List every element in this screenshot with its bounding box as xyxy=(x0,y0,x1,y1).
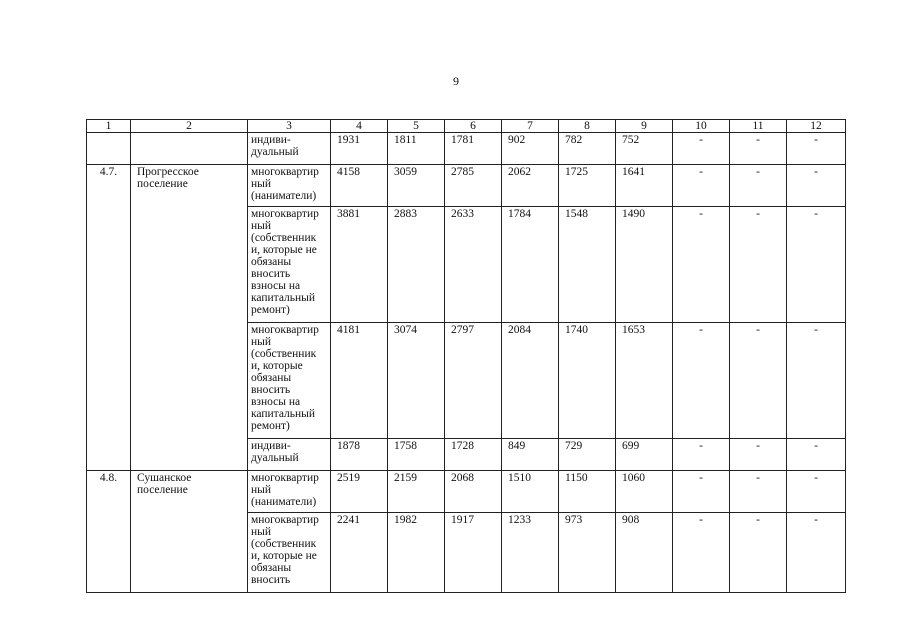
value-cell: 1758 xyxy=(388,439,445,471)
value-cell: 1060 xyxy=(616,471,673,513)
header-cell: 6 xyxy=(445,120,502,133)
value-cell: 1653 xyxy=(616,323,673,439)
value-cell: 3881 xyxy=(331,207,388,323)
value-cell: - xyxy=(730,471,787,513)
value-cell: 699 xyxy=(616,439,673,471)
housing-type-cell: индиви- дуальный xyxy=(248,133,331,165)
value-cell: - xyxy=(730,133,787,165)
value-cell: 1740 xyxy=(559,323,616,439)
settlement-cell: Прогресское поселение xyxy=(131,165,248,471)
housing-type-cell: многоквартир ный (наниматели) xyxy=(248,471,331,513)
value-cell: 2159 xyxy=(388,471,445,513)
value-cell: - xyxy=(787,207,846,323)
housing-type-cell: многоквартир ный (собственник и, которые не обязаны вносить взносы на капитальный ремонт) xyxy=(248,207,331,323)
value-cell: - xyxy=(787,513,846,593)
housing-type-cell: многоквартир ный (наниматели) xyxy=(248,165,331,207)
value-cell: 1982 xyxy=(388,513,445,593)
value-cell: 1878 xyxy=(331,439,388,471)
header-cell: 5 xyxy=(388,120,445,133)
value-cell: - xyxy=(730,439,787,471)
value-cell: - xyxy=(787,439,846,471)
value-cell: 1490 xyxy=(616,207,673,323)
value-cell: 2062 xyxy=(502,165,559,207)
value-cell: 3074 xyxy=(388,323,445,439)
header-cell: 9 xyxy=(616,120,673,133)
value-cell: 729 xyxy=(559,439,616,471)
housing-type-cell: многоквартир ный (собственник и, которые обязаны вносить взносы на капитальный ремонт) xyxy=(248,323,331,439)
value-cell: - xyxy=(730,513,787,593)
value-cell: 2068 xyxy=(445,471,502,513)
value-cell: - xyxy=(730,323,787,439)
value-cell: 782 xyxy=(559,133,616,165)
value-cell: 973 xyxy=(559,513,616,593)
value-cell: 1510 xyxy=(502,471,559,513)
page-number: 9 xyxy=(453,74,459,88)
housing-type-cell: индиви- дуальный xyxy=(248,439,331,471)
value-cell: 1641 xyxy=(616,165,673,207)
value-cell: 2519 xyxy=(331,471,388,513)
header-cell: 8 xyxy=(559,120,616,133)
housing-type-cell: многоквартир ный (собственник и, которые не обязаны вносить xyxy=(248,513,331,593)
value-cell: - xyxy=(673,513,730,593)
value-cell: 1784 xyxy=(502,207,559,323)
value-cell: - xyxy=(730,207,787,323)
value-cell: - xyxy=(673,439,730,471)
value-cell: 1728 xyxy=(445,439,502,471)
value-cell: 1931 xyxy=(331,133,388,165)
value-cell: 2084 xyxy=(502,323,559,439)
header-cell: 7 xyxy=(502,120,559,133)
value-cell: - xyxy=(673,133,730,165)
value-cell: 902 xyxy=(502,133,559,165)
header-cell: 12 xyxy=(787,120,846,133)
value-cell: 4158 xyxy=(331,165,388,207)
value-cell: 1725 xyxy=(559,165,616,207)
value-cell: 1781 xyxy=(445,133,502,165)
value-cell: 1811 xyxy=(388,133,445,165)
table-row xyxy=(87,471,846,513)
value-cell: 1548 xyxy=(559,207,616,323)
value-cell: 2883 xyxy=(388,207,445,323)
index-cell: 4.8. xyxy=(87,471,131,593)
value-cell: - xyxy=(673,165,730,207)
value-cell: 908 xyxy=(616,513,673,593)
index-cell: 4.7. xyxy=(87,165,131,471)
value-cell: 2785 xyxy=(445,165,502,207)
table-row xyxy=(87,133,846,165)
value-cell: - xyxy=(787,133,846,165)
value-cell: 2241 xyxy=(331,513,388,593)
settlement-cell xyxy=(131,133,248,165)
value-cell: 4181 xyxy=(331,323,388,439)
value-cell: 849 xyxy=(502,439,559,471)
header-cell: 10 xyxy=(673,120,730,133)
header-cell: 2 xyxy=(131,120,248,133)
settlement-cell: Сушанское поселение xyxy=(131,471,248,593)
value-cell: 752 xyxy=(616,133,673,165)
tariff-table xyxy=(86,119,846,593)
value-cell: - xyxy=(787,165,846,207)
index-cell xyxy=(87,133,131,165)
header-cell: 3 xyxy=(248,120,331,133)
value-cell: - xyxy=(673,471,730,513)
value-cell: 1233 xyxy=(502,513,559,593)
value-cell: 1150 xyxy=(559,471,616,513)
value-cell: - xyxy=(673,323,730,439)
value-cell: - xyxy=(787,323,846,439)
value-cell: 2633 xyxy=(445,207,502,323)
table-row xyxy=(87,165,846,207)
header-cell: 1 xyxy=(87,120,131,133)
value-cell: 1917 xyxy=(445,513,502,593)
header-row xyxy=(87,120,846,133)
value-cell: - xyxy=(787,471,846,513)
value-cell: 2797 xyxy=(445,323,502,439)
value-cell: 3059 xyxy=(388,165,445,207)
value-cell: - xyxy=(730,165,787,207)
header-cell: 4 xyxy=(331,120,388,133)
header-cell: 11 xyxy=(730,120,787,133)
value-cell: - xyxy=(673,207,730,323)
